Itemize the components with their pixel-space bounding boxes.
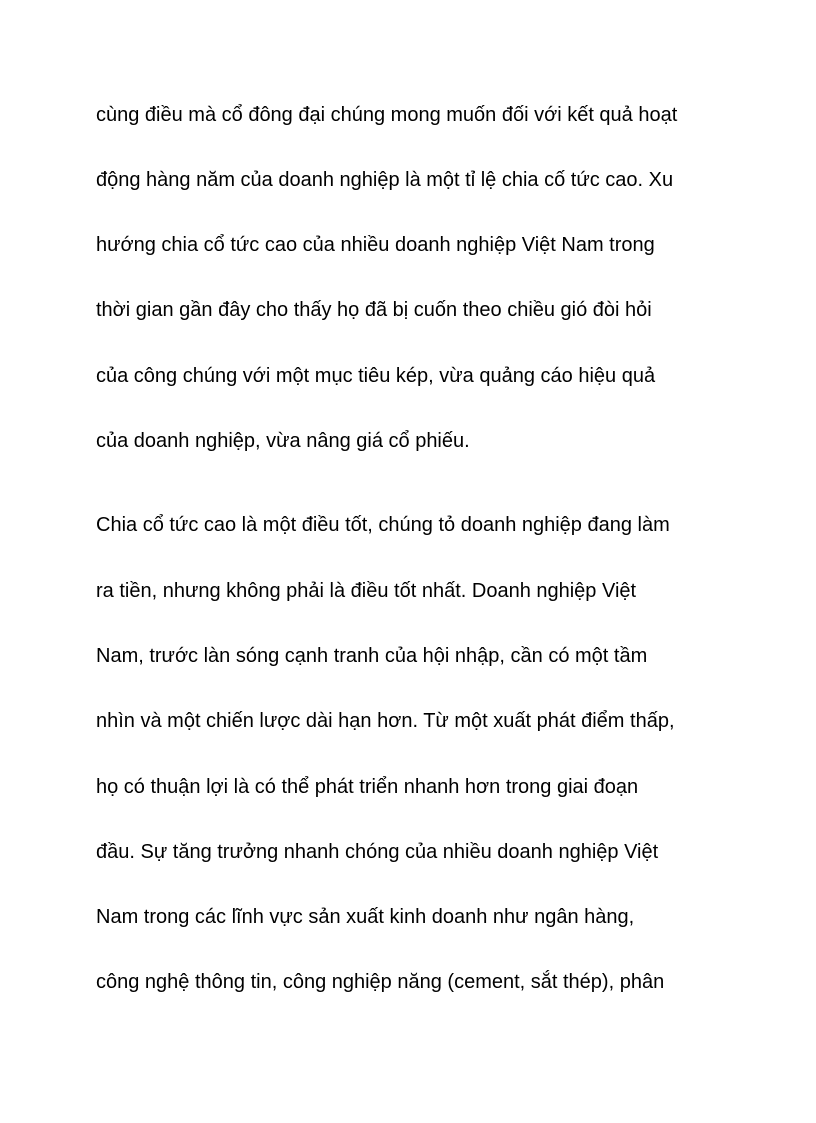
paragraph-2-line-4: nhìn và một chiến lược dài hạn hơn. Từ một xuất phát điểm thấp,	[96, 710, 675, 732]
paragraph-2-line-6: đầu. Sự tăng trưởng nhanh chóng của nhiều doanh nghiệp Việt	[96, 841, 659, 863]
paragraph-1-line-3: hướng chia cổ tức cao của nhiều doanh nghiệp Việt Nam trong	[96, 234, 655, 256]
paragraph-2-line-1: Chia cổ tức cao là một điều tốt, chúng tỏ doanh nghiệp đang làm	[96, 514, 670, 536]
paragraph-1-line-4: thời gian gần đây cho thấy họ đã bị cuốn theo chiều gió đòi hỏi	[96, 299, 652, 321]
paragraph-1-line-1: cùng điều mà cổ đông đại chúng mong muốn đối với kết quả hoạt	[96, 104, 678, 126]
paragraph-2-line-7: Nam trong các lĩnh vực sản xuất kinh doanh như ngân hàng,	[96, 906, 635, 928]
paragraph-1-line-6: của doanh nghiệp, vừa nâng giá cổ phiếu.	[96, 430, 470, 452]
paragraph-2-line-5: họ có thuận lợi là có thể phát triển nhanh hơn trong giai đoạn	[96, 776, 639, 798]
paragraph-2-line-8: công nghệ thông tin, công nghiệp năng (cement, sắt thép), phân	[96, 971, 665, 993]
paragraph-2-line-2: ra tiền, nhưng không phải là điều tốt nhất. Doanh nghiệp Việt	[96, 580, 637, 602]
paragraph-2-line-3: Nam, trước làn sóng cạnh tranh của hội nhập, cần có một tầm	[96, 645, 648, 667]
paragraph-1-line-5: của công chúng với một mục tiêu kép, vừa quảng cáo hiệu quả	[96, 365, 656, 387]
paragraph-1-line-2: động hàng năm của doanh nghiệp là một tỉ lệ chia cố tức cao. Xu	[96, 169, 674, 191]
